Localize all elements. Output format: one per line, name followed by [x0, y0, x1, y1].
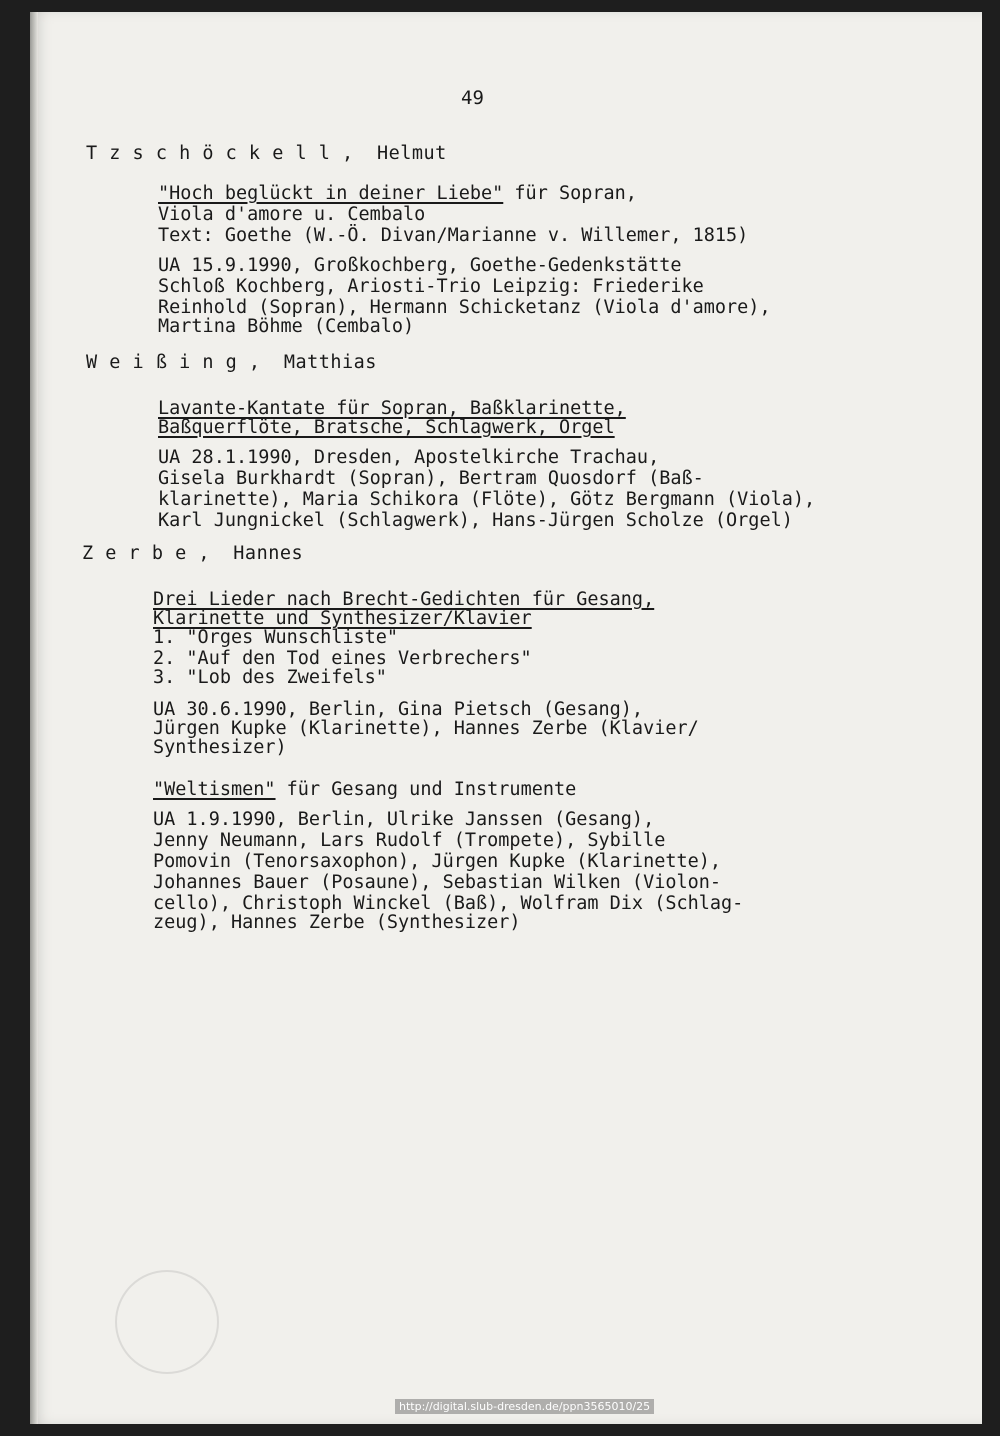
composer-name: T z s c h ö c k e l l , Helmut	[86, 143, 447, 164]
page-gutter-shadow	[30, 12, 38, 1424]
work-title	[153, 608, 532, 629]
premiere-line: Martina Böhme (Cembalo)	[158, 316, 415, 337]
premiere-line: Reinhold (Sopran), Hermann Schicketanz (Viola d'amore),	[158, 297, 771, 318]
source-url[interactable]: http://digital.slub-dresden.de/ppn3565010/25	[395, 1399, 654, 1414]
premiere-line: klarinette), Maria Schikora (Flöte), Götz Bergmann (Viola),	[158, 489, 816, 510]
premiere-line: UA 15.9.1990, Großkochberg, Goethe-Gedenkstätte	[158, 255, 682, 276]
work-title	[158, 398, 626, 419]
work-title: "Hoch beglückt in deiner Liebe"	[158, 183, 504, 204]
work-title-line: Drei Lieder nach Brecht-Gedichten für Gesang,	[153, 589, 655, 610]
premiere-line: UA 1.9.1990, Berlin, Ulrike Janssen (Gesang),	[153, 809, 655, 830]
premiere-line: Synthesizer)	[153, 737, 287, 758]
premiere-line: Schloß Kochberg, Ariosti-Trio Leipzig: Friederike	[158, 276, 704, 297]
premiere-line: Pomovin (Tenorsaxophon), Jürgen Kupke (Klarinette),	[153, 851, 722, 872]
premiere-line: Jenny Neumann, Lars Rudolf (Trompete), Sybille	[153, 830, 666, 851]
premiere-line: zeug), Hannes Zerbe (Synthesizer)	[153, 912, 521, 933]
work-title	[153, 589, 654, 610]
work-detail-line: Text: Goethe (W.-Ö. Divan/Marianne v. Willemer, 1815)	[158, 225, 749, 246]
work-detail-line: Viola d'amore u. Cembalo	[158, 204, 426, 225]
composer-name: Z e r b e , Hannes	[82, 543, 304, 564]
work-title-rest: für Sopran,	[503, 183, 637, 204]
library-stamp-watermark	[115, 1270, 219, 1374]
premiere-line: UA 30.6.1990, Berlin, Gina Pietsch (Gesang),	[153, 699, 644, 720]
song-list-item: 3. "Lob des Zweifels"	[153, 667, 387, 688]
premiere-line: Karl Jungnickel (Schlagwerk), Hans-Jürgen Scholze (Orgel)	[158, 510, 793, 531]
work-title-line	[153, 779, 576, 800]
premiere-line: cello), Christoph Winckel (Baß), Wolfram Dix (Schlag-	[153, 893, 744, 914]
premiere-line: UA 28.1.1990, Dresden, Apostelkirche Trachau,	[158, 447, 660, 468]
work-title-line: Baßquerflöte, Bratsche, Schlagwerk, Orgel	[158, 417, 615, 438]
work-title	[158, 417, 615, 438]
work-title: "Weltismen"	[153, 779, 276, 800]
work-title-line: Klarinette und Synthesizer/Klavier	[153, 608, 532, 629]
song-list-item: 2. "Auf den Tod eines Verbrechers"	[153, 648, 532, 669]
premiere-line: Gisela Burkhardt (Sopran), Bertram Quosdorf (Baß-	[158, 468, 704, 489]
work-title-rest: für Gesang und Instrumente	[275, 779, 577, 800]
song-list-item: 1. "Orges Wunschliste"	[153, 627, 399, 648]
work-title-line	[158, 183, 637, 204]
work-title-line: Lavante-Kantate für Sopran, Baßklarinette,	[158, 398, 626, 419]
premiere-line: Johannes Bauer (Posaune), Sebastian Wilken (Violon-	[153, 872, 722, 893]
premiere-line: Jürgen Kupke (Klarinette), Hannes Zerbe (Klavier/	[153, 718, 699, 739]
composer-name: W e i ß i n g , Matthias	[86, 352, 377, 373]
page-number: 49	[461, 87, 484, 109]
